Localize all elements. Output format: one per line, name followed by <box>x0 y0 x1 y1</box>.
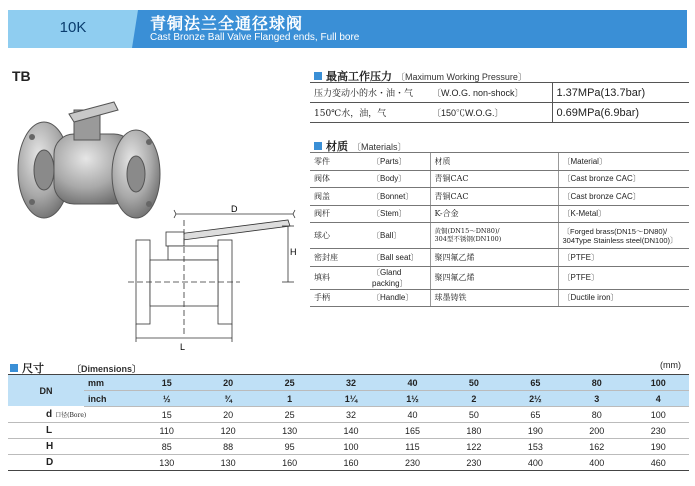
header-tag-label: 10K <box>59 19 87 36</box>
dim-value: 140 <box>320 423 381 439</box>
dim-value: 50 <box>443 407 504 423</box>
pressure-cond-en: 〔W.O.G. non-shock〕 <box>428 83 552 103</box>
material-name-en: 〔PTFE〕 <box>558 266 689 289</box>
table-row <box>310 249 689 267</box>
unit-mm-label: mm <box>84 375 136 391</box>
dim-value: 153 <box>505 439 566 455</box>
dim-value: 400 <box>505 455 566 471</box>
dn-mm-value: 20 <box>197 375 258 391</box>
material-name-cn: K-合金 <box>430 205 558 223</box>
material-part-en: 〔Ball seat〕 <box>368 249 430 267</box>
table-row <box>8 375 689 391</box>
material-name-cn: 材质 <box>430 153 558 171</box>
dim-row-label <box>8 407 136 423</box>
dim-row-label: H <box>8 439 136 455</box>
material-part-cn: 阀杆 <box>310 205 368 223</box>
dim-value: 122 <box>443 439 504 455</box>
material-part-en: 〔Ball〕 <box>368 223 430 249</box>
section-marker <box>314 142 322 150</box>
dim-value: 110 <box>136 423 197 439</box>
materials-table <box>310 152 689 307</box>
dim-value: 65 <box>505 407 566 423</box>
material-part-en: 〔Body〕 <box>368 170 430 188</box>
table-row <box>310 188 689 206</box>
dn-mm-value: 65 <box>505 375 566 391</box>
material-name-cn-ball <box>430 223 558 249</box>
dn-inch-value: 4 <box>628 391 690 407</box>
material-name-cn: 聚四氟乙烯 <box>430 249 558 267</box>
page-subtitle: Cast Bronze Ball Valve Flanged ends, Full bore <box>150 32 360 43</box>
dim-value: 20 <box>197 407 258 423</box>
pressure-value: 1.37MPa(13.7bar) <box>552 83 689 103</box>
table-row <box>310 170 689 188</box>
dim-value: 100 <box>628 407 690 423</box>
material-name-en-line2: 304Type Stainless steel(DN100)〕 <box>562 235 678 245</box>
dn-mm-value: 25 <box>259 375 320 391</box>
material-name-en-ball <box>558 223 689 249</box>
pressure-heading-en: 〔Maximum Working Pressure〕 <box>396 71 527 82</box>
material-name-en: 〔K-Metal〕 <box>558 205 689 223</box>
dim-value: 160 <box>320 455 381 471</box>
table-row <box>8 407 689 423</box>
section-marker <box>314 72 322 80</box>
dim-value: 230 <box>382 455 443 471</box>
dimensions-heading-en: 〔Dimensions〕 <box>72 363 142 374</box>
page-title: 青铜法兰全通径球阀 <box>150 14 304 33</box>
dn-inch-value: 1 <box>259 391 320 407</box>
dim-value: 230 <box>443 455 504 471</box>
dim-value: 25 <box>259 407 320 423</box>
dim-label-h: H <box>290 247 297 257</box>
table-row <box>310 103 689 123</box>
material-part-cn: 密封座 <box>310 249 368 267</box>
dim-value: 230 <box>628 423 690 439</box>
dn-inch-value: ½ <box>136 391 197 407</box>
table-row <box>310 289 689 307</box>
material-name-cn: 青铜CAC <box>430 188 558 206</box>
dim-value: 95 <box>259 439 320 455</box>
material-name-en: 〔Material〕 <box>558 153 689 171</box>
table-row <box>310 83 689 103</box>
material-part-en: 〔Handle〕 <box>368 289 430 307</box>
dn-inch-value: 2½ <box>505 391 566 407</box>
dimensions-heading-cn: 尺寸 <box>22 362 44 375</box>
material-name-en: 〔Ductile iron〕 <box>558 289 689 307</box>
header-tag <box>8 10 138 48</box>
dim-value: 120 <box>197 423 258 439</box>
table-row <box>310 205 689 223</box>
unit-inch-label: inch <box>84 391 136 407</box>
dn-mm-value: 32 <box>320 375 381 391</box>
dim-value: 165 <box>382 423 443 439</box>
dim-value: 460 <box>628 455 690 471</box>
table-row <box>8 439 689 455</box>
material-name-en-line1: 〔Forged brass(DN15～DN80)/ <box>562 226 668 236</box>
material-part-en: 〔Stem〕 <box>368 205 430 223</box>
dn-inch-value: 1¼ <box>320 391 381 407</box>
material-name-cn: 青铜CAC <box>430 170 558 188</box>
material-name-en: 〔Cast bronze CAC〕 <box>558 188 689 206</box>
materials-heading-cn: 材质 <box>326 140 348 153</box>
materials-heading-en: 〔Materials〕 <box>352 141 407 152</box>
material-part-en: 〔Bonnet〕 <box>368 188 430 206</box>
dim-row-sublabel: 口径(Bore) <box>55 412 87 419</box>
material-part-cn: 阀盖 <box>310 188 368 206</box>
pressure-cond-en: 〔150℃W.O.G.〕 <box>428 103 552 123</box>
dim-value: 100 <box>320 439 381 455</box>
dn-label: DN <box>8 375 84 407</box>
pressure-cond-cn: 压力变动小的水・油・气 <box>310 83 428 103</box>
table-row <box>8 455 689 471</box>
material-name-en: 〔Cast bronze CAC〕 <box>558 170 689 188</box>
dn-inch-value: ¾ <box>197 391 258 407</box>
material-part-en: 〔Gland packing〕 <box>368 266 430 289</box>
dn-mm-value: 100 <box>628 375 690 391</box>
dn-inch-value: 2 <box>443 391 504 407</box>
dim-value: 80 <box>566 407 627 423</box>
material-name-en: 〔PTFE〕 <box>558 249 689 267</box>
material-name-cn-line2: 304型不锈钢(DN100) <box>434 234 502 243</box>
material-part-cn: 零件 <box>310 153 368 171</box>
dn-mm-value: 15 <box>136 375 197 391</box>
dim-value: 400 <box>566 455 627 471</box>
dim-value: 85 <box>136 439 197 455</box>
dim-value: 115 <box>382 439 443 455</box>
dim-value: 130 <box>259 423 320 439</box>
valve-dimension-drawing <box>128 200 303 355</box>
dim-value: 160 <box>259 455 320 471</box>
material-part-cn: 填料 <box>310 266 368 289</box>
dn-inch-value: 3 <box>566 391 627 407</box>
dim-row-label-text: d <box>46 409 53 420</box>
dim-value: 40 <box>382 407 443 423</box>
model-code: TB <box>12 68 31 84</box>
dim-row-label: D <box>8 455 136 471</box>
dim-value: 180 <box>443 423 504 439</box>
table-row <box>310 153 689 171</box>
material-part-cn: 阀体 <box>310 170 368 188</box>
pressure-heading-cn: 最高工作压力 <box>326 70 392 83</box>
section-marker <box>10 364 18 372</box>
dn-mm-value: 80 <box>566 375 627 391</box>
table-row <box>8 423 689 439</box>
dim-row-label: L <box>8 423 136 439</box>
dn-mm-value: 50 <box>443 375 504 391</box>
dim-label-d: D <box>231 204 238 214</box>
dim-value: 130 <box>136 455 197 471</box>
dim-label-l: L <box>180 342 186 352</box>
dim-value: 162 <box>566 439 627 455</box>
dimensions-unit: (mm) <box>660 360 681 370</box>
material-name-cn: 球墨铸铁 <box>430 289 558 307</box>
dimensions-table <box>8 374 689 471</box>
material-name-cn-line1: 黄铜(DN15～DN80)/ <box>434 226 500 235</box>
table-row <box>8 391 689 407</box>
dn-inch-value: 1½ <box>382 391 443 407</box>
dim-value: 32 <box>320 407 381 423</box>
pressure-table <box>310 82 689 123</box>
dim-value: 130 <box>197 455 258 471</box>
dim-value: 15 <box>136 407 197 423</box>
dim-value: 88 <box>197 439 258 455</box>
table-row <box>310 266 689 289</box>
material-part-en: 〔Parts〕 <box>368 153 430 171</box>
dim-value: 190 <box>628 439 690 455</box>
material-part-cn: 手柄 <box>310 289 368 307</box>
dim-value: 190 <box>505 423 566 439</box>
table-row <box>310 223 689 249</box>
material-name-cn: 聚四氟乙烯 <box>430 266 558 289</box>
pressure-cond-cn: 150℃水，油，气 <box>310 103 428 123</box>
pressure-value: 0.69MPa(6.9bar) <box>552 103 689 123</box>
dim-value: 200 <box>566 423 627 439</box>
material-part-cn: 球心 <box>310 223 368 249</box>
dn-mm-value: 40 <box>382 375 443 391</box>
